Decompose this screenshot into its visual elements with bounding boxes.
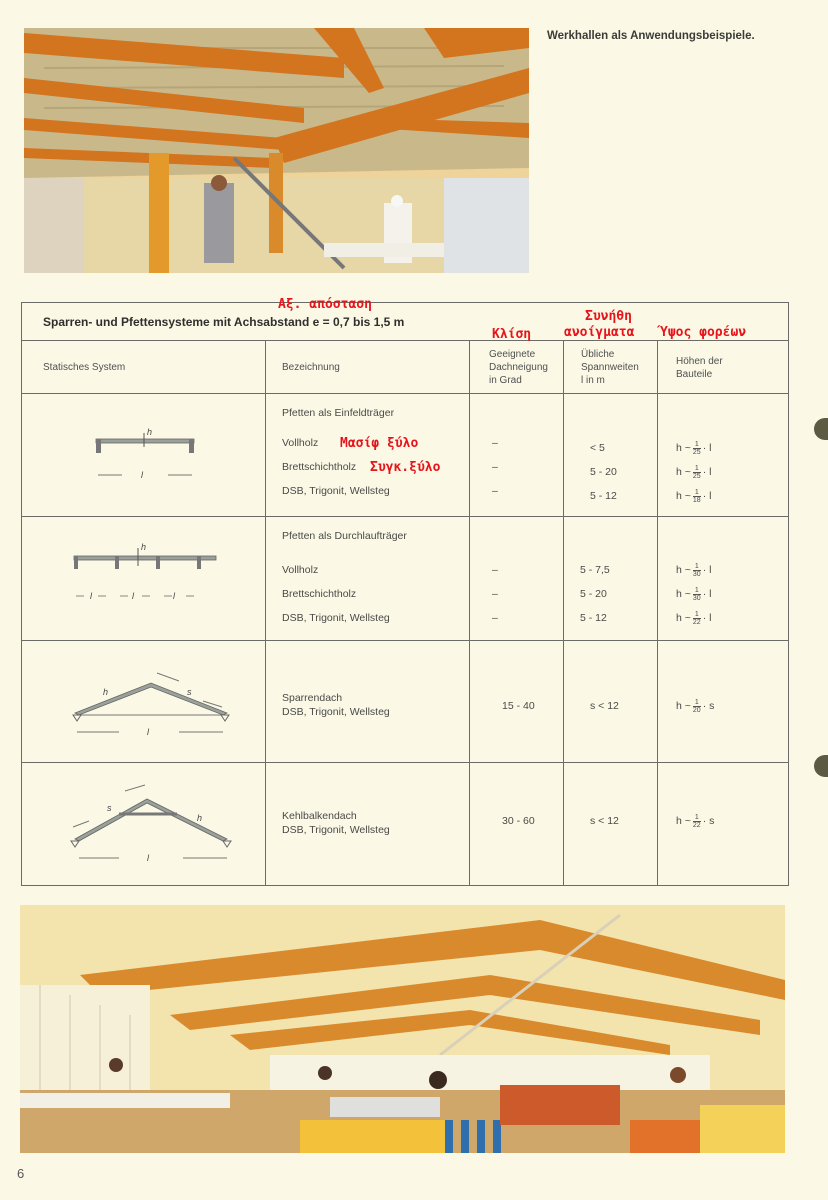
pitch-value: – [492,437,498,449]
height-formula [676,582,711,606]
denominator: 18 [692,496,701,504]
pitch-value: – [492,564,498,576]
numerator: 1 [694,464,699,472]
height-formula [676,460,711,484]
span-value: s < 12 [590,700,619,712]
row-divider [22,393,788,394]
annotation-axis-distance: Αξ. απόσταση [278,297,372,312]
annotation-span-line2: ανοίγματα [564,325,635,340]
structural-systems-table [21,297,789,886]
label-l: l [132,591,134,601]
formula-suffix: · l [702,442,712,454]
formula-prefix: h ~ [676,442,691,454]
header-static-system: Statisches System [43,362,126,373]
header-designation: Bezeichnung [282,362,340,373]
formula-suffix: · l [702,490,712,502]
fraction [693,587,701,602]
span-value: 5 - 7,5 [580,564,610,576]
fraction [693,563,701,578]
formula-suffix: · l [702,612,712,624]
row-divider [22,762,788,763]
diagram-rafter-roof [67,665,237,745]
label-l: l [173,591,175,601]
header-line: l in m [581,375,605,386]
annotation-pitch: Κλίση [492,327,532,342]
fraction [693,489,701,504]
label-h: h [147,427,153,437]
numerator: 1 [694,698,699,706]
denominator: 25 [692,448,701,456]
designation [282,691,390,719]
label-h: h [141,542,147,552]
numerator: 1 [694,586,699,594]
material: DSB, Trigonit, Wellsteg [282,706,390,718]
label-l: l [141,470,143,480]
denominator: 20 [692,706,701,714]
group-heading: Pfetten als Durchlaufträger [282,530,407,542]
header-line: Spannweiten [581,362,639,373]
pitch-value: 15 - 40 [502,700,535,712]
material: DSB, Trigonit, Wellsteg [282,824,390,836]
designation: Brettschichtholz [282,461,357,473]
denominator: 25 [692,472,701,480]
designation: DSB, Trigonit, Wellsteg [282,612,390,624]
photo-workshop-top [24,28,529,273]
column-divider [265,340,266,885]
formula-suffix: · s [702,815,715,827]
numerator: 1 [694,488,699,496]
sewing-hall-photo-illustration [20,905,785,1153]
column-divider [469,340,470,885]
formula-suffix: · l [702,466,712,478]
label-s: s [107,803,112,813]
denominator: 30 [692,594,701,602]
pitch-value: – [492,588,498,600]
roof-type: Kehlbalkendach [282,810,357,822]
header-member-height [676,355,723,381]
annotation-height: Ύψος φορέων [660,325,747,340]
binder-punch-hole [814,755,828,777]
denominator: 22 [692,618,701,626]
span-value: s < 12 [590,815,619,827]
column-divider [563,340,564,885]
formula-prefix: h ~ [676,700,691,712]
span-value: < 5 [590,442,605,454]
row-divider [22,516,788,517]
formula-prefix: h ~ [676,815,691,827]
fraction [693,699,701,714]
fraction [693,441,701,456]
row-divider [22,640,788,641]
header-line: Übliche [581,349,615,360]
header-line: Bauteile [676,369,713,380]
annotation-glulam: Συγκ.ξύλο [370,460,441,475]
photo-sewing-hall-bottom [20,905,785,1153]
label-l: l [147,853,149,863]
diagram-continuous-purlin [70,538,220,608]
pitch-value: 30 - 60 [502,815,535,827]
height-formula [676,484,711,508]
fraction [693,611,701,626]
header-span [581,348,639,387]
photo-caption: Werkhallen als Anwendungsbeispiele. [547,30,755,42]
pitch-value: – [492,612,498,624]
annotation-solid-wood: Μασίφ ξύλο [340,436,419,451]
diagram-collar-beam-roof [67,783,237,868]
designation: Vollholz [282,564,319,576]
height-formula [676,558,711,582]
label-l: l [147,727,149,737]
span-value: 5 - 20 [590,466,617,478]
annotation-span-line1: Συνήθη [585,309,632,324]
header-roof-pitch [489,348,548,387]
group-heading: Pfetten als Einfeldträger [282,407,395,419]
height-formula [676,606,711,630]
span-value: 5 - 12 [580,612,607,624]
binder-punch-hole [814,418,828,440]
formula-suffix: · s [702,700,715,712]
fraction [693,465,701,480]
formula-prefix: h ~ [676,490,691,502]
label-h: h [197,813,203,823]
denominator: 22 [692,821,701,829]
label-s: s [187,687,192,697]
span-value: 5 - 12 [590,490,617,502]
height-formula [676,436,711,460]
pitch-value: – [492,461,498,473]
formula-prefix: h ~ [676,588,691,600]
fraction [693,814,701,829]
header-line: Dachneigung [489,362,548,373]
diagram-single-span-purlin [92,423,202,483]
formula-prefix: h ~ [676,466,691,478]
label-l: l [90,591,92,601]
header-line: in Grad [489,375,522,386]
span-value: 5 - 20 [580,588,607,600]
denominator: 30 [692,570,701,578]
designation [282,809,390,837]
formula-suffix: · l [702,564,712,576]
designation: Brettschichtholz [282,588,357,600]
height-formula [676,809,714,833]
pitch-value: – [492,485,498,497]
formula-prefix: h ~ [676,564,691,576]
column-divider [657,340,658,885]
table-title: Sparren- und Pfettensysteme mit Achsabstand e = 0,7 bis 1,5 m [43,315,405,329]
page-number: 6 [17,1166,25,1181]
formula-prefix: h ~ [676,612,691,624]
numerator: 1 [694,562,699,570]
height-formula [676,694,714,718]
numerator: 1 [694,440,699,448]
numerator: 1 [694,813,699,821]
designation: DSB, Trigonit, Wellsteg [282,485,390,497]
roof-type: Sparrendach [282,692,343,704]
numerator: 1 [694,610,699,618]
header-line: Geeignete [489,349,536,360]
workshop-photo-illustration [24,28,529,273]
designation: Vollholz [282,437,319,449]
header-line: Höhen der [676,356,723,367]
label-h: h [103,687,109,697]
formula-suffix: · l [702,588,712,600]
